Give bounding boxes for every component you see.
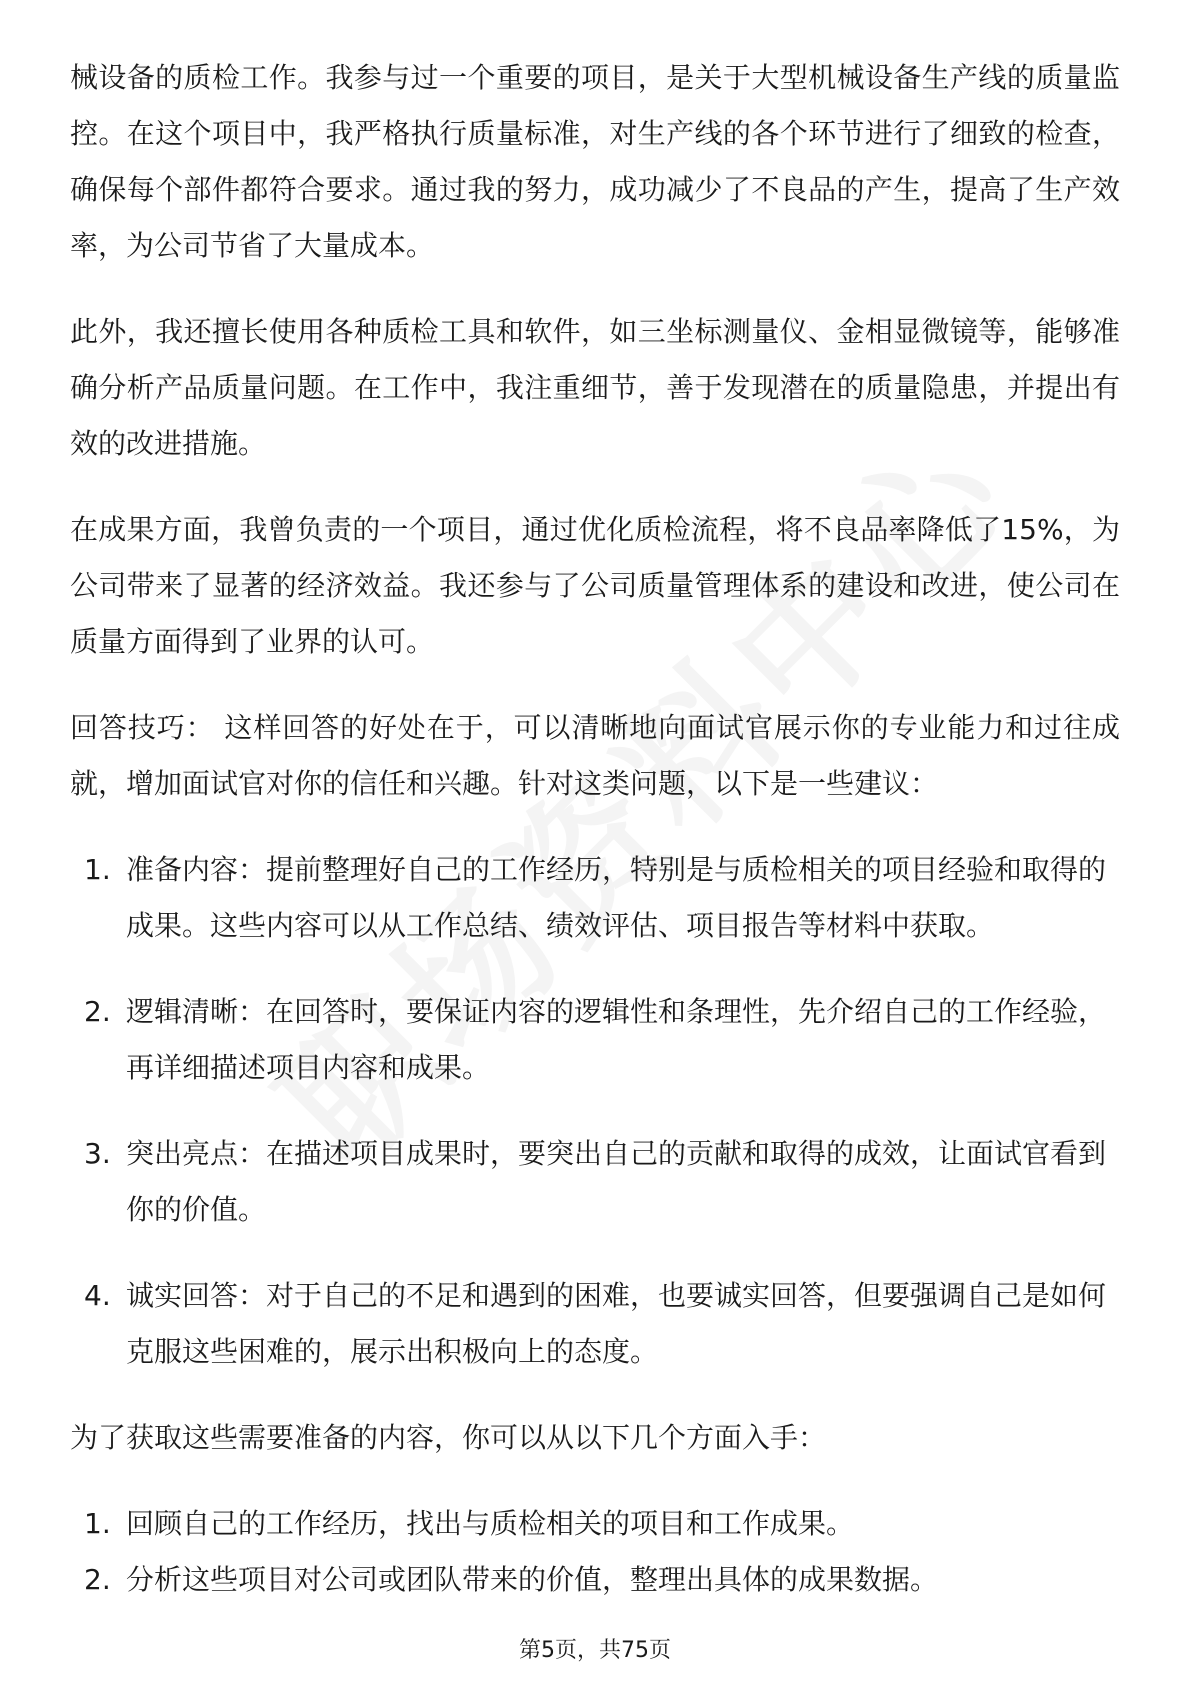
- tips-list: [70, 842, 1120, 1380]
- list-item-text: 逻辑清晰：在回答时，要保证内容的逻辑性和条理性，先介绍自己的工作经验，再详细描述项目内容和成果。: [126, 995, 1107, 1084]
- paragraph-tools: 此外，我还擅长使用各种质检工具和软件，如三坐标测量仪、金相显微镜等，能够准确分析产品质量问题。在工作中，我注重细节，善于发现潜在的质量隐患，并提出有效的改进措施。: [70, 315, 1120, 460]
- list-item-number: 1.: [84, 1507, 111, 1540]
- list-item-number: 1.: [84, 853, 111, 886]
- paragraph-achievements: 在成果方面，我曾负责的一个项目，通过优化质检流程，将不良品率降低了15%，为公司带来了显著的经济效益。我还参与了公司质量管理体系的建设和改进，使公司在质量方面得到了业界的认可。: [70, 513, 1120, 658]
- list-item: [70, 1552, 1120, 1608]
- list-item-text: 突出亮点：在描述项目成果时，要突出自己的贡献和取得的成效，让面试官看到你的价值。: [126, 1137, 1107, 1226]
- document-body: [70, 50, 1120, 1638]
- list-item-number: 2.: [84, 995, 111, 1028]
- list-item: [70, 1126, 1120, 1238]
- list-item: [70, 842, 1120, 954]
- list-item-text: 准备内容：提前整理好自己的工作经历，特别是与质检相关的项目经验和取得的成果。这些内容可以从工作总结、绩效评估、项目报告等材料中获取。: [126, 853, 1107, 942]
- list-item-number: 4.: [84, 1279, 111, 1312]
- page-number-footer: 第5页，共75页: [519, 1638, 671, 1663]
- list-item-number: 3.: [84, 1137, 111, 1170]
- list-item: [70, 984, 1120, 1096]
- paragraph-answer-tips: 回答技巧： 这样回答的好处在于，可以清晰地向面试官展示你的专业能力和过往成就，增加面试官对你的信任和兴趣。针对这类问题，以下是一些建议：: [70, 711, 1120, 800]
- list-item-number: 2.: [84, 1563, 111, 1596]
- prep-list: [70, 1496, 1120, 1608]
- list-item: [70, 1268, 1120, 1380]
- paragraph-experience: 械设备的质检工作。我参与过一个重要的项目，是关于大型机械设备生产线的质量监控。在这个项目中，我严格执行质量标准，对生产线的各个环节进行了细致的检查，确保每个部件都符合要求。通过我的努力，成功减少了不良品的产生，提高了生产效率，为公司节省了大量成本。: [70, 61, 1120, 262]
- list-item-text: 诚实回答：对于自己的不足和遇到的困难，也要诚实回答，但要强调自己是如何克服这些困难的，展示出积极向上的态度。: [126, 1279, 1107, 1368]
- list-item-text: 分析这些项目对公司或团队带来的价值，整理出具体的成果数据。: [126, 1563, 939, 1596]
- list-item-text: 回顾自己的工作经历，找出与质检相关的项目和工作成果。: [126, 1507, 855, 1540]
- list-item: [70, 1496, 1120, 1552]
- paragraph-prep-intro: 为了获取这些需要准备的内容，你可以从以下几个方面入手：: [70, 1421, 827, 1454]
